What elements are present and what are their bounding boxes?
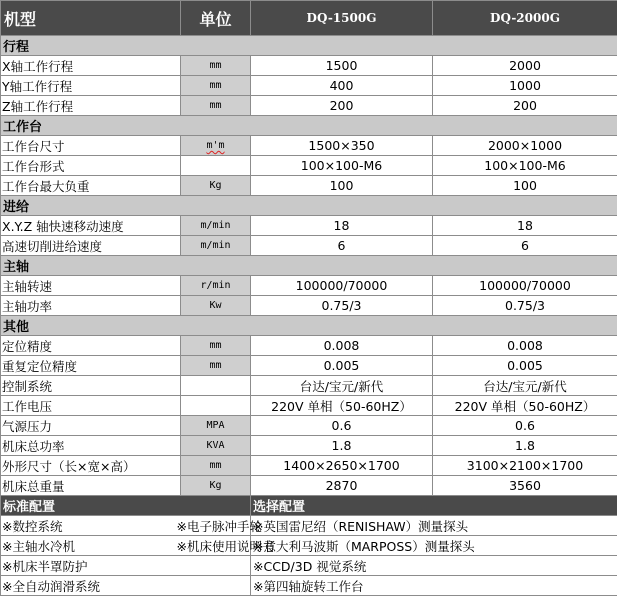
spec-row xyxy=(1,236,617,256)
spec-label: 外形尺寸（长×宽×高） xyxy=(1,456,181,476)
config-row xyxy=(1,576,617,596)
spec-row xyxy=(1,476,617,496)
spec-row xyxy=(1,276,617,296)
standard-config-item-text: ※机床使用说明书 xyxy=(176,538,275,554)
spec-value-dq2000g: 3560 xyxy=(433,476,617,496)
spec-label: 主轴功率 xyxy=(1,296,181,316)
spec-unit: mm xyxy=(181,356,251,376)
spec-label: 工作台最大负重 xyxy=(1,176,181,196)
config-row xyxy=(1,536,617,556)
spec-value-dq2000g: 0.005 xyxy=(433,356,617,376)
spec-label: 高速切削进给速度 xyxy=(1,236,181,256)
spec-unit: mm xyxy=(181,336,251,356)
standard-config-item-2 xyxy=(181,576,251,596)
spec-value-dq1500g: 100 xyxy=(251,176,433,196)
spec-value-dq2000g: 1000 xyxy=(433,76,617,96)
config-header-row xyxy=(1,496,617,516)
spec-unit: Kg xyxy=(181,176,251,196)
spec-value-dq2000g: 220V 单相（50-60HZ） xyxy=(433,396,617,416)
optional-config-item: ※英国雷尼绍（RENISHAW）测量探头 xyxy=(251,516,617,536)
spec-row xyxy=(1,416,617,436)
standard-config-item: ※主轴水冷机 xyxy=(1,536,181,556)
spec-value-dq1500g: 100000/70000 xyxy=(251,276,433,296)
spec-value-dq1500g: 6 xyxy=(251,236,433,256)
spec-unit: m/min xyxy=(181,216,251,236)
spec-unit: MPA xyxy=(181,416,251,436)
spec-label: 机床总功率 xyxy=(1,436,181,456)
spec-label: 工作台尺寸 xyxy=(1,136,181,156)
spec-value-dq1500g: 100×100-M6 xyxy=(251,156,433,176)
spec-value-dq2000g: 100 xyxy=(433,176,617,196)
spec-value-dq2000g: 2000 xyxy=(433,56,617,76)
spec-row xyxy=(1,216,617,236)
spec-row xyxy=(1,176,617,196)
spec-value-dq1500g: 0.6 xyxy=(251,416,433,436)
spec-unit: mm xyxy=(181,96,251,116)
spec-label: 机床总重量 xyxy=(1,476,181,496)
spec-label: 工作台形式 xyxy=(1,156,181,176)
spec-unit: KVA xyxy=(181,436,251,456)
spec-row xyxy=(1,136,617,156)
optional-config-title: 选择配置 xyxy=(251,496,617,516)
spec-row xyxy=(1,76,617,96)
spec-value-dq2000g: 100×100-M6 xyxy=(433,156,617,176)
spec-row xyxy=(1,356,617,376)
spec-value-dq2000g: 台达/宝元/新代 xyxy=(433,376,617,396)
header-row xyxy=(1,1,617,36)
spec-label: 控制系统 xyxy=(1,376,181,396)
spec-value-dq1500g: 1.8 xyxy=(251,436,433,456)
spec-unit: mm xyxy=(181,76,251,96)
spec-table-body xyxy=(1,1,617,596)
spec-value-dq1500g: 1500 xyxy=(251,56,433,76)
spec-unit: mm xyxy=(181,56,251,76)
spec-label: 工作电压 xyxy=(1,396,181,416)
spec-row xyxy=(1,336,617,356)
optional-config-item: ※意大利马波斯（MARPOSS）测量探头 xyxy=(251,536,617,556)
header-dq2000g: DQ-2000G xyxy=(433,1,617,36)
spec-row xyxy=(1,376,617,396)
spec-value-dq2000g: 2000×1000 xyxy=(433,136,617,156)
spec-unit: Kw xyxy=(181,296,251,316)
spec-value-dq1500g: 1500×350 xyxy=(251,136,433,156)
spec-row xyxy=(1,396,617,416)
spec-unit xyxy=(181,396,251,416)
header-dq1500g: DQ-1500G xyxy=(251,1,433,36)
spec-value-dq2000g: 1.8 xyxy=(433,436,617,456)
section-title: 工作台 xyxy=(1,116,617,136)
spec-value-dq2000g: 0.75/3 xyxy=(433,296,617,316)
section-title: 主轴 xyxy=(1,256,617,276)
spec-value-dq1500g: 1400×2650×1700 xyxy=(251,456,433,476)
spec-label: Z轴工作行程 xyxy=(1,96,181,116)
spec-value-dq2000g: 3100×2100×1700 xyxy=(433,456,617,476)
section-title: 其他 xyxy=(1,316,617,336)
spec-value-dq2000g: 18 xyxy=(433,216,617,236)
section-header-row xyxy=(1,116,617,136)
standard-config-item: ※数控系统 xyxy=(1,516,181,536)
spec-value-dq1500g: 0.008 xyxy=(251,336,433,356)
spec-value-dq1500g: 18 xyxy=(251,216,433,236)
spec-row xyxy=(1,436,617,456)
spec-value-dq1500g: 台达/宝元/新代 xyxy=(251,376,433,396)
spec-unit: r/min xyxy=(181,276,251,296)
standard-config-item: ※全自动润滑系统 xyxy=(1,576,181,596)
spec-value-dq1500g: 220V 单相（50-60HZ） xyxy=(251,396,433,416)
spec-row xyxy=(1,156,617,176)
spec-value-dq1500g: 400 xyxy=(251,76,433,96)
spec-value-dq1500g: 2870 xyxy=(251,476,433,496)
optional-config-item: ※第四轴旋转工作台 xyxy=(251,576,617,596)
standard-config-item-2 xyxy=(181,556,251,576)
header-unit: 单位 xyxy=(181,1,251,36)
spec-value-dq2000g: 6 xyxy=(433,236,617,256)
header-model: 机型 xyxy=(1,1,181,36)
spec-row xyxy=(1,456,617,476)
spec-row xyxy=(1,96,617,116)
spec-value-dq2000g: 200 xyxy=(433,96,617,116)
spec-value-dq2000g: 0.6 xyxy=(433,416,617,436)
standard-config-item-2 xyxy=(176,536,275,556)
config-row xyxy=(1,516,617,536)
spec-value-dq1500g: 0.005 xyxy=(251,356,433,376)
spec-row xyxy=(1,56,617,76)
spec-label: 主轴转速 xyxy=(1,276,181,296)
standard-config-item-2 xyxy=(176,516,262,536)
spec-value-dq2000g: 0.008 xyxy=(433,336,617,356)
section-title: 行程 xyxy=(1,36,617,56)
config-row xyxy=(1,556,617,576)
spec-row xyxy=(1,296,617,316)
spec-unit xyxy=(181,156,251,176)
standard-config-item-text: ※电子脉冲手轮 xyxy=(176,518,262,534)
standard-config-item: ※机床半罩防护 xyxy=(1,556,181,576)
section-header-row xyxy=(1,196,617,216)
spec-label: Y轴工作行程 xyxy=(1,76,181,96)
spec-unit xyxy=(181,376,251,396)
spec-label: X.Y.Z 轴快速移动速度 xyxy=(1,216,181,236)
spec-label: 气源压力 xyxy=(1,416,181,436)
spec-unit: Kg xyxy=(181,476,251,496)
section-header-row xyxy=(1,256,617,276)
section-header-row xyxy=(1,316,617,336)
spec-value-dq2000g: 100000/70000 xyxy=(433,276,617,296)
spec-unit: mm xyxy=(181,456,251,476)
spec-label: 重复定位精度 xyxy=(1,356,181,376)
section-header-row xyxy=(1,36,617,56)
optional-config-item: ※CCD/3D 视觉系统 xyxy=(251,556,617,576)
spec-value-dq1500g: 0.75/3 xyxy=(251,296,433,316)
standard-config-title: 标准配置 xyxy=(1,496,251,516)
spec-unit: m'm xyxy=(181,136,251,156)
spec-label: X轴工作行程 xyxy=(1,56,181,76)
spec-label: 定位精度 xyxy=(1,336,181,356)
spec-unit: m/min xyxy=(181,236,251,256)
section-title: 进给 xyxy=(1,196,617,216)
spec-value-dq1500g: 200 xyxy=(251,96,433,116)
